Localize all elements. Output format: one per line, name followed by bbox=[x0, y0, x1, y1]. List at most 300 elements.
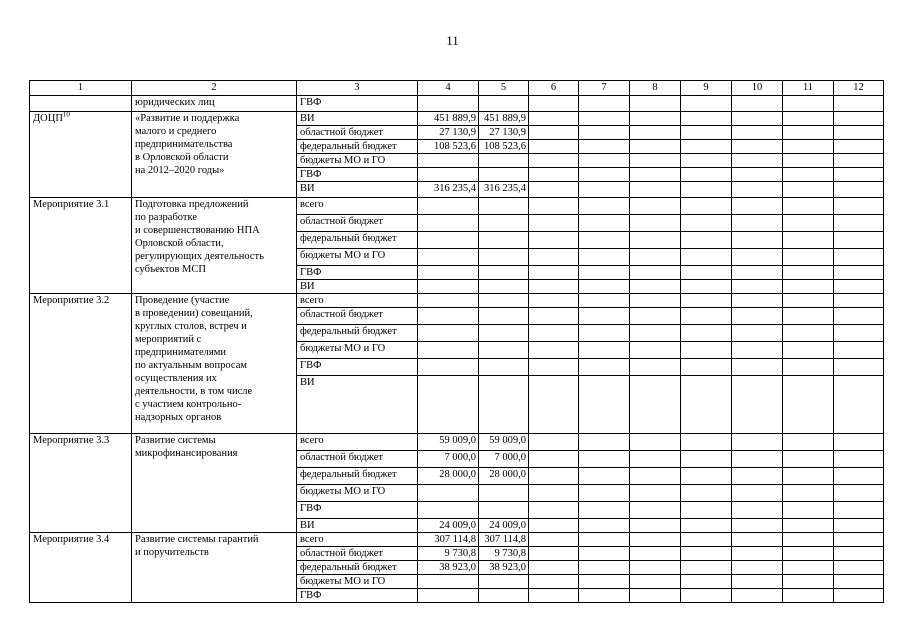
amount-cell bbox=[479, 502, 529, 519]
empty-cell bbox=[579, 215, 630, 232]
empty-cell bbox=[834, 198, 884, 215]
budget-table bbox=[29, 80, 884, 603]
activity-name-line: в проведении) совещаний, bbox=[135, 308, 253, 319]
amount-cell bbox=[479, 168, 529, 182]
activity-name-line: предпринимательства bbox=[135, 139, 233, 150]
amount-cell: 451 889,9 bbox=[418, 112, 479, 126]
amount-cell bbox=[418, 342, 479, 359]
col-header: 6 bbox=[529, 81, 579, 96]
empty-cell bbox=[783, 249, 834, 266]
empty-cell bbox=[681, 266, 732, 280]
empty-cell bbox=[783, 140, 834, 154]
empty-cell bbox=[529, 561, 579, 575]
empty-cell bbox=[834, 96, 884, 112]
empty-cell bbox=[579, 502, 630, 519]
amount-cell bbox=[479, 96, 529, 112]
table-row bbox=[30, 198, 884, 215]
activity-name-line: микрофинансирования bbox=[135, 448, 238, 459]
amount-cell: 307 114,8 bbox=[418, 533, 479, 547]
empty-cell bbox=[529, 308, 579, 325]
funding-source: областной бюджет bbox=[297, 451, 418, 468]
empty-cell bbox=[579, 434, 630, 451]
empty-cell bbox=[630, 140, 681, 154]
empty-cell bbox=[630, 547, 681, 561]
empty-cell bbox=[630, 112, 681, 126]
col-header: 7 bbox=[579, 81, 630, 96]
activity-name-line: регулирующих деятельность bbox=[135, 251, 264, 262]
amount-cell bbox=[418, 232, 479, 249]
empty-cell bbox=[681, 468, 732, 485]
empty-cell bbox=[783, 434, 834, 451]
amount-cell bbox=[479, 249, 529, 266]
row-code-cell bbox=[30, 294, 132, 434]
empty-cell bbox=[579, 154, 630, 168]
empty-cell bbox=[834, 249, 884, 266]
empty-cell bbox=[630, 232, 681, 249]
empty-cell bbox=[529, 168, 579, 182]
empty-cell bbox=[579, 112, 630, 126]
empty-cell bbox=[630, 589, 681, 603]
empty-cell bbox=[834, 126, 884, 140]
empty-cell bbox=[834, 533, 884, 547]
empty-cell bbox=[579, 533, 630, 547]
activity-name-line: с участием контрольно- bbox=[135, 399, 242, 410]
activity-name-line: осуществления их bbox=[135, 373, 217, 384]
table-row bbox=[30, 533, 884, 547]
empty-cell bbox=[579, 519, 630, 533]
funding-source: ГВФ bbox=[297, 168, 418, 182]
empty-cell bbox=[783, 342, 834, 359]
empty-cell bbox=[681, 325, 732, 342]
empty-cell bbox=[783, 502, 834, 519]
funding-source: ГВФ bbox=[297, 96, 418, 112]
empty-cell bbox=[783, 533, 834, 547]
col-header: 3 bbox=[297, 81, 418, 96]
empty-cell bbox=[732, 359, 783, 376]
table-row bbox=[30, 96, 884, 112]
empty-cell bbox=[681, 485, 732, 502]
empty-cell bbox=[630, 294, 681, 308]
empty-cell bbox=[834, 451, 884, 468]
amount-cell bbox=[418, 376, 479, 434]
amount-cell: 307 114,8 bbox=[479, 533, 529, 547]
empty-cell bbox=[732, 533, 783, 547]
row-code-cell bbox=[30, 434, 132, 533]
funding-source: федеральный бюджет bbox=[297, 325, 418, 342]
empty-cell bbox=[579, 294, 630, 308]
empty-cell bbox=[732, 325, 783, 342]
empty-cell bbox=[834, 342, 884, 359]
amount-cell: 108 523,6 bbox=[479, 140, 529, 154]
header-row bbox=[30, 81, 884, 96]
empty-cell bbox=[681, 280, 732, 294]
empty-cell bbox=[529, 376, 579, 434]
empty-cell bbox=[783, 485, 834, 502]
empty-cell bbox=[681, 112, 732, 126]
empty-cell bbox=[681, 519, 732, 533]
empty-cell bbox=[783, 325, 834, 342]
amount-cell bbox=[418, 266, 479, 280]
empty-cell bbox=[681, 154, 732, 168]
empty-cell bbox=[732, 96, 783, 112]
empty-cell bbox=[529, 215, 579, 232]
empty-cell bbox=[529, 589, 579, 603]
table-row bbox=[30, 294, 884, 308]
empty-cell bbox=[579, 280, 630, 294]
empty-cell bbox=[579, 451, 630, 468]
empty-cell bbox=[630, 561, 681, 575]
empty-cell bbox=[579, 575, 630, 589]
empty-cell bbox=[529, 485, 579, 502]
activity-name-line: «Развитие и поддержка bbox=[135, 113, 240, 124]
empty-cell bbox=[630, 519, 681, 533]
empty-cell bbox=[529, 468, 579, 485]
row-code-cell bbox=[30, 112, 132, 198]
empty-cell bbox=[529, 575, 579, 589]
empty-cell bbox=[783, 519, 834, 533]
empty-cell bbox=[681, 451, 732, 468]
empty-cell bbox=[579, 342, 630, 359]
empty-cell bbox=[681, 249, 732, 266]
empty-cell bbox=[630, 249, 681, 266]
amount-cell bbox=[479, 154, 529, 168]
funding-source: всего bbox=[297, 198, 418, 215]
empty-cell bbox=[732, 575, 783, 589]
amount-cell bbox=[418, 154, 479, 168]
funding-source: федеральный бюджет bbox=[297, 140, 418, 154]
empty-cell bbox=[732, 485, 783, 502]
empty-cell bbox=[529, 434, 579, 451]
empty-cell bbox=[834, 561, 884, 575]
empty-cell bbox=[630, 451, 681, 468]
empty-cell bbox=[630, 359, 681, 376]
funding-source: ГВФ bbox=[297, 502, 418, 519]
funding-source: федеральный бюджет bbox=[297, 232, 418, 249]
amount-cell bbox=[418, 308, 479, 325]
activity-name-line: Проведение (участие bbox=[135, 295, 230, 306]
col-header: 5 bbox=[479, 81, 529, 96]
funding-source: ВИ bbox=[297, 112, 418, 126]
activity-name-line: юридических лиц bbox=[135, 97, 215, 108]
empty-cell bbox=[732, 308, 783, 325]
row-code: ДОЦП bbox=[33, 113, 63, 124]
activity-name-line: Развитие системы bbox=[135, 435, 216, 446]
activity-name-line: в Орловской области bbox=[135, 152, 229, 163]
empty-cell bbox=[834, 112, 884, 126]
empty-cell bbox=[732, 502, 783, 519]
amount-cell bbox=[479, 376, 529, 434]
empty-cell bbox=[732, 376, 783, 434]
empty-cell bbox=[529, 140, 579, 154]
amount-cell: 108 523,6 bbox=[418, 140, 479, 154]
empty-cell bbox=[529, 96, 579, 112]
empty-cell bbox=[529, 198, 579, 215]
funding-source: областной бюджет bbox=[297, 126, 418, 140]
empty-cell bbox=[529, 232, 579, 249]
empty-cell bbox=[783, 112, 834, 126]
empty-cell bbox=[681, 359, 732, 376]
amount-cell: 316 235,4 bbox=[479, 182, 529, 198]
empty-cell bbox=[732, 561, 783, 575]
empty-cell bbox=[834, 519, 884, 533]
amount-cell bbox=[418, 589, 479, 603]
empty-cell bbox=[529, 266, 579, 280]
amount-cell bbox=[418, 485, 479, 502]
empty-cell bbox=[783, 126, 834, 140]
activity-name-line: Развитие системы гарантий bbox=[135, 534, 259, 545]
empty-cell bbox=[732, 589, 783, 603]
empty-cell bbox=[732, 342, 783, 359]
empty-cell bbox=[529, 126, 579, 140]
empty-cell bbox=[732, 547, 783, 561]
amount-cell bbox=[479, 325, 529, 342]
empty-cell bbox=[834, 376, 884, 434]
funding-source: всего bbox=[297, 294, 418, 308]
empty-cell bbox=[834, 434, 884, 451]
empty-cell bbox=[732, 451, 783, 468]
activity-name-cell bbox=[132, 112, 297, 198]
funding-source: федеральный бюджет bbox=[297, 561, 418, 575]
amount-cell bbox=[418, 198, 479, 215]
empty-cell bbox=[630, 533, 681, 547]
row-code: Мероприятие 3.1 bbox=[33, 199, 110, 210]
empty-cell bbox=[681, 502, 732, 519]
empty-cell bbox=[834, 359, 884, 376]
activity-name-cell bbox=[132, 198, 297, 294]
col-header: 11 bbox=[783, 81, 834, 96]
empty-cell bbox=[783, 168, 834, 182]
empty-cell bbox=[681, 561, 732, 575]
empty-cell bbox=[579, 140, 630, 154]
row-code: Мероприятие 3.4 bbox=[33, 534, 110, 545]
empty-cell bbox=[783, 215, 834, 232]
activity-name-line: и поручительств bbox=[135, 547, 209, 558]
amount-cell bbox=[418, 294, 479, 308]
empty-cell bbox=[681, 96, 732, 112]
amount-cell: 451 889,9 bbox=[479, 112, 529, 126]
funding-source: областной бюджет bbox=[297, 215, 418, 232]
empty-cell bbox=[834, 468, 884, 485]
amount-cell bbox=[479, 215, 529, 232]
empty-cell bbox=[783, 575, 834, 589]
empty-cell bbox=[529, 294, 579, 308]
amount-cell bbox=[479, 294, 529, 308]
amount-cell: 7 000,0 bbox=[418, 451, 479, 468]
empty-cell bbox=[681, 434, 732, 451]
amount-cell bbox=[418, 359, 479, 376]
empty-cell bbox=[529, 519, 579, 533]
empty-cell bbox=[579, 198, 630, 215]
amount-cell: 38 923,0 bbox=[418, 561, 479, 575]
amount-cell: 59 009,0 bbox=[479, 434, 529, 451]
funding-source: ГВФ bbox=[297, 359, 418, 376]
activity-name-cell bbox=[132, 434, 297, 533]
empty-cell bbox=[630, 502, 681, 519]
funding-source: ВИ bbox=[297, 519, 418, 533]
empty-cell bbox=[732, 294, 783, 308]
activity-name-line: мероприятий с bbox=[135, 334, 202, 345]
funding-source: ГВФ bbox=[297, 266, 418, 280]
empty-cell bbox=[783, 308, 834, 325]
page-number: 11 bbox=[446, 33, 459, 48]
amount-cell bbox=[418, 325, 479, 342]
empty-cell bbox=[529, 451, 579, 468]
empty-cell bbox=[579, 485, 630, 502]
amount-cell: 24 009,0 bbox=[418, 519, 479, 533]
activity-name-line: Подготовка предложений bbox=[135, 199, 249, 210]
empty-cell bbox=[783, 451, 834, 468]
empty-cell bbox=[681, 182, 732, 198]
amount-cell bbox=[479, 280, 529, 294]
empty-cell bbox=[681, 232, 732, 249]
empty-cell bbox=[783, 154, 834, 168]
amount-cell: 7 000,0 bbox=[479, 451, 529, 468]
empty-cell bbox=[732, 168, 783, 182]
empty-cell bbox=[630, 215, 681, 232]
empty-cell bbox=[732, 249, 783, 266]
empty-cell bbox=[783, 96, 834, 112]
activity-name-line: по актуальным вопросам bbox=[135, 360, 248, 371]
empty-cell bbox=[681, 168, 732, 182]
col-header: 12 bbox=[834, 81, 884, 96]
activity-name-line: на 2012–2020 годы» bbox=[135, 165, 225, 176]
empty-cell bbox=[529, 502, 579, 519]
amount-cell bbox=[479, 359, 529, 376]
empty-cell bbox=[834, 325, 884, 342]
amount-cell bbox=[418, 96, 479, 112]
table-body bbox=[30, 96, 884, 603]
amount-cell: 59 009,0 bbox=[418, 434, 479, 451]
empty-cell bbox=[783, 182, 834, 198]
amount-cell: 24 009,0 bbox=[479, 519, 529, 533]
funding-source: ВИ bbox=[297, 182, 418, 198]
amount-cell bbox=[418, 215, 479, 232]
empty-cell bbox=[834, 232, 884, 249]
empty-cell bbox=[630, 168, 681, 182]
row-code: Мероприятие 3.3 bbox=[33, 435, 110, 446]
empty-cell bbox=[732, 468, 783, 485]
empty-cell bbox=[783, 198, 834, 215]
empty-cell bbox=[630, 182, 681, 198]
empty-cell bbox=[579, 96, 630, 112]
activity-name-line: круглых столов, встреч и bbox=[135, 321, 247, 332]
activity-name-line: и совершенствованию НПА bbox=[135, 225, 260, 236]
table-row bbox=[30, 434, 884, 451]
empty-cell bbox=[783, 266, 834, 280]
empty-cell bbox=[579, 266, 630, 280]
amount-cell: 27 130,9 bbox=[479, 126, 529, 140]
col-header: 1 bbox=[30, 81, 132, 96]
empty-cell bbox=[834, 266, 884, 280]
empty-cell bbox=[579, 589, 630, 603]
funding-source: бюджеты МО и ГО bbox=[297, 485, 418, 502]
empty-cell bbox=[681, 547, 732, 561]
empty-cell bbox=[834, 154, 884, 168]
activity-name-cell bbox=[132, 96, 297, 112]
empty-cell bbox=[579, 126, 630, 140]
empty-cell bbox=[732, 519, 783, 533]
funding-source: федеральный бюджет bbox=[297, 468, 418, 485]
empty-cell bbox=[783, 589, 834, 603]
empty-cell bbox=[579, 547, 630, 561]
empty-cell bbox=[681, 140, 732, 154]
amount-cell bbox=[418, 168, 479, 182]
row-code-cell bbox=[30, 96, 132, 112]
row-code-cell bbox=[30, 533, 132, 603]
empty-cell bbox=[732, 266, 783, 280]
empty-cell bbox=[681, 294, 732, 308]
empty-cell bbox=[681, 308, 732, 325]
empty-cell bbox=[783, 468, 834, 485]
empty-cell bbox=[630, 154, 681, 168]
empty-cell bbox=[579, 325, 630, 342]
empty-cell bbox=[783, 359, 834, 376]
empty-cell bbox=[783, 280, 834, 294]
amount-cell bbox=[418, 575, 479, 589]
col-header: 2 bbox=[132, 81, 297, 96]
empty-cell bbox=[630, 468, 681, 485]
empty-cell bbox=[681, 533, 732, 547]
activity-name-line: надзорных органов bbox=[135, 412, 222, 423]
empty-cell bbox=[732, 232, 783, 249]
empty-cell bbox=[681, 575, 732, 589]
empty-cell bbox=[529, 359, 579, 376]
footnote-mark: 10 bbox=[62, 111, 70, 119]
empty-cell bbox=[529, 342, 579, 359]
amount-cell bbox=[479, 308, 529, 325]
activity-name-line: по разработке bbox=[135, 212, 198, 223]
empty-cell bbox=[834, 280, 884, 294]
amount-cell bbox=[479, 232, 529, 249]
empty-cell bbox=[732, 112, 783, 126]
activity-name-cell bbox=[132, 294, 297, 434]
amount-cell bbox=[418, 502, 479, 519]
empty-cell bbox=[732, 126, 783, 140]
empty-cell bbox=[630, 266, 681, 280]
col-header: 8 bbox=[630, 81, 681, 96]
funding-source: ВИ bbox=[297, 280, 418, 294]
empty-cell bbox=[529, 533, 579, 547]
activity-name-line: деятельности, в том числе bbox=[135, 386, 253, 397]
empty-cell bbox=[834, 575, 884, 589]
empty-cell bbox=[834, 294, 884, 308]
empty-cell bbox=[834, 589, 884, 603]
amount-cell bbox=[479, 575, 529, 589]
amount-cell: 9 730,8 bbox=[479, 547, 529, 561]
empty-cell bbox=[630, 376, 681, 434]
empty-cell bbox=[529, 280, 579, 294]
amount-cell: 316 235,4 bbox=[418, 182, 479, 198]
empty-cell bbox=[783, 561, 834, 575]
amount-cell: 9 730,8 bbox=[418, 547, 479, 561]
empty-cell bbox=[681, 215, 732, 232]
funding-source: всего bbox=[297, 434, 418, 451]
amount-cell bbox=[418, 280, 479, 294]
empty-cell bbox=[630, 198, 681, 215]
empty-cell bbox=[630, 342, 681, 359]
empty-cell bbox=[732, 215, 783, 232]
amount-cell: 28 000,0 bbox=[418, 468, 479, 485]
empty-cell bbox=[834, 168, 884, 182]
amount-cell bbox=[479, 589, 529, 603]
funding-source: ВИ bbox=[297, 376, 418, 434]
empty-cell bbox=[579, 561, 630, 575]
amount-cell: 28 000,0 bbox=[479, 468, 529, 485]
empty-cell bbox=[681, 376, 732, 434]
table-row bbox=[30, 112, 884, 126]
empty-cell bbox=[579, 376, 630, 434]
activity-name-line: предпринимателями bbox=[135, 347, 227, 358]
